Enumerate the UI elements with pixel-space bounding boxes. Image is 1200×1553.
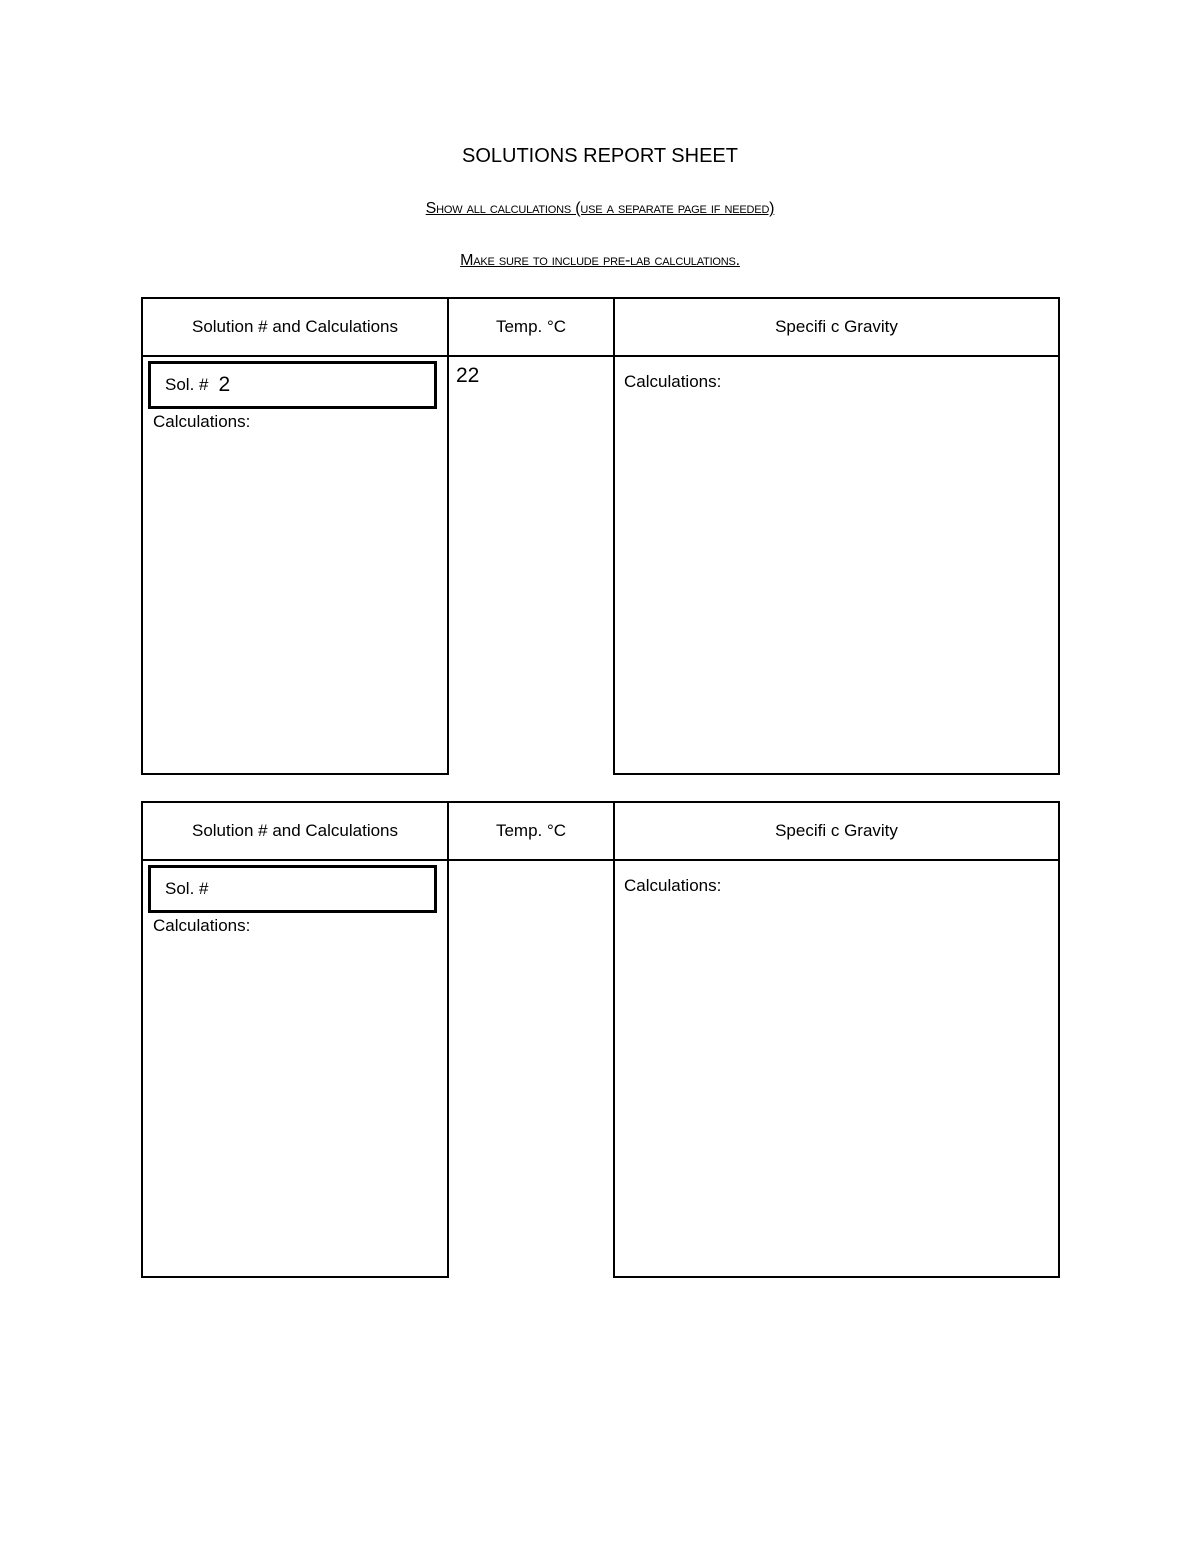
report-table-2 xyxy=(141,801,1060,1278)
sol-number-field[interactable] xyxy=(148,865,437,913)
solution-cell[interactable] xyxy=(141,859,449,1278)
header-specific-gravity: Specifi c Gravity xyxy=(613,297,1060,357)
header-solution: Solution # and Calculations xyxy=(141,297,449,357)
header-solution: Solution # and Calculations xyxy=(141,801,449,861)
solution-calculations-label: Calculations: xyxy=(153,916,251,935)
solution-cell[interactable] xyxy=(141,355,449,775)
sol-number-label: Sol. # xyxy=(165,375,209,394)
sol-number-field[interactable] xyxy=(148,361,437,409)
temp-value[interactable]: 22 xyxy=(456,364,480,387)
instruction-prelab-calculations: Make sure to include pre-lab calculations. xyxy=(460,252,740,269)
page-title: SOLUTIONS REPORT SHEET xyxy=(462,145,738,167)
temp-cell[interactable] xyxy=(447,859,615,1278)
specific-gravity-cell[interactable] xyxy=(613,859,1060,1278)
temp-cell[interactable] xyxy=(447,355,615,775)
specific-gravity-cell[interactable] xyxy=(613,355,1060,775)
header-temp: Temp. °C xyxy=(447,297,615,357)
header-temp: Temp. °C xyxy=(447,801,615,861)
header-specific-gravity: Specifi c Gravity xyxy=(613,801,1060,861)
sol-number-label: Sol. # xyxy=(165,879,209,898)
specific-gravity-calculations-label: Calculations: xyxy=(624,876,722,895)
sol-number-value[interactable]: 2 xyxy=(218,373,231,396)
specific-gravity-calculations-label: Calculations: xyxy=(624,372,722,391)
report-table-1 xyxy=(141,297,1060,775)
solution-calculations-label: Calculations: xyxy=(153,412,251,431)
instruction-show-calculations: Show all calculations (use a separate page if needed) xyxy=(425,200,775,217)
